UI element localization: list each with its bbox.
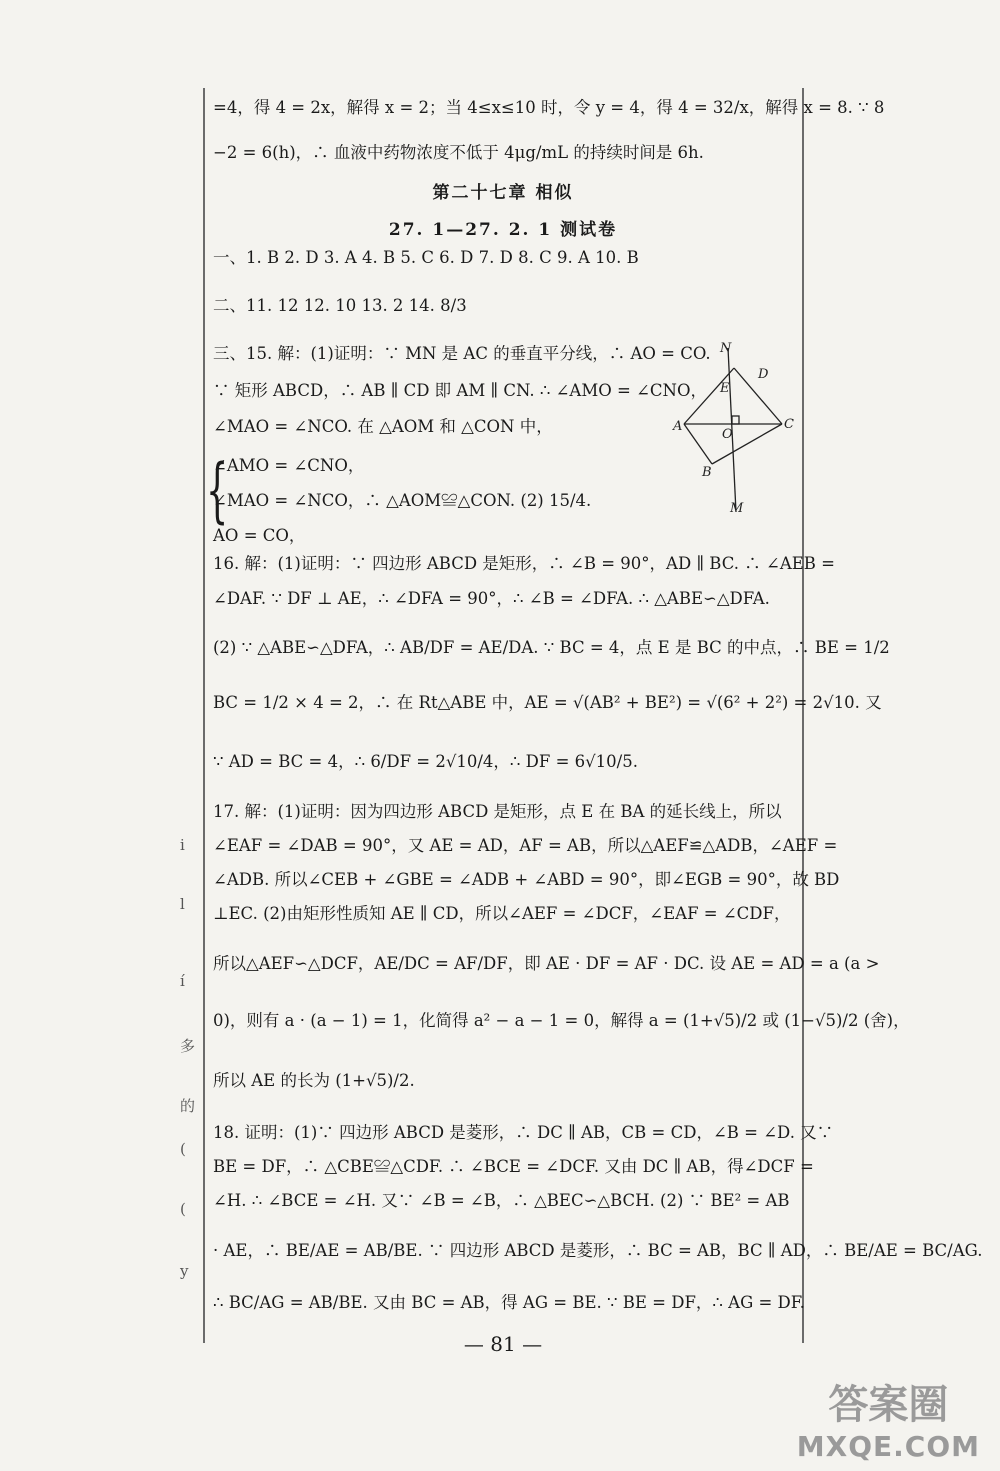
- watermark-url: MXQE.COM: [796, 1430, 980, 1463]
- text-line-11: 16. 解：(1)证明：∵ 四边形 ABCD 是矩形，∴ ∠B = 90°，AD ∥ BC. ∴ ∠AEB =: [213, 554, 835, 573]
- text-line-17: ∠EAF = ∠DAB = 90°，又 AE = AD，AF = AB，所以△AEF≌△ADB，∠AEF =: [213, 836, 838, 855]
- text-line-14: BC = 1/2 × 4 = 2，∴ 在 Rt△ABE 中，AE = √(AB² + BE²) = √(6² + 2²) = 2√10. 又: [213, 693, 882, 712]
- geometry-figure: [672, 340, 797, 520]
- margin-mark-3: í: [180, 972, 185, 990]
- margin-mark-1: i: [180, 836, 185, 854]
- text-line-26: · AE，∴ BE/AE = AB/BE. ∵ 四边形 ABCD 是菱形，∴ BC = AB，BC ∥ AD，∴ BE/AE = BC/AG.: [213, 1241, 983, 1260]
- text-line-9: ∠MAO = ∠NCO，∴ △AOM≌△CON. (2) 15/4.: [213, 491, 592, 510]
- segment-AB: [684, 424, 712, 464]
- text-line-16: 17. 解：(1)证明：因为四边形 ABCD 是矩形，点 E 在 BA 的延长线上，所以: [213, 802, 782, 821]
- right-angle-mark: [732, 416, 739, 424]
- text-line-27: ∴ BC/AG = AB/BE. 又由 BC = AB，得 AG = BE. ∵ BE = DF，∴ AG = DF.: [213, 1293, 805, 1312]
- label-B: B: [702, 465, 712, 480]
- watermark: [797, 1373, 980, 1463]
- text-line-8: ∠AMO = ∠CNO，: [213, 456, 365, 475]
- chapter-title: 第二十七章 相似: [432, 183, 574, 203]
- text-line-25: ∠H. ∴ ∠BCE = ∠H. 又∵ ∠B = ∠B，∴ △BEC∽△BCH. (2) ∵ BE² = AB: [213, 1191, 790, 1210]
- margin-mark-4: 多: [180, 1037, 196, 1055]
- text-line-13: (2) ∵ △ABE∽△DFA，∴ AB/DF = AE/DA. ∵ BC = 4，点 E 是 BC 的中点，∴ BE = 1/2: [213, 638, 890, 657]
- label-N: N: [720, 341, 732, 356]
- text-line-7: ∠MAO = ∠NCO. 在 △AOM 和 △CON 中，: [213, 417, 553, 436]
- label-E: E: [720, 381, 730, 396]
- margin-mark-7: (: [180, 1200, 186, 1218]
- margin-mark-2: l: [180, 895, 185, 913]
- label-C: C: [784, 417, 794, 432]
- text-line-5: 三、15. 解：(1)证明：∵ MN 是 AC 的垂直平分线，∴ AO = CO.: [213, 344, 711, 363]
- text-line-15: ∵ AD = BC = 4，∴ 6/DF = 2√10/4，∴ DF = 6√10/5.: [213, 752, 638, 771]
- text-line-1: =4，得 4 = 2x，解得 x = 2；当 4≤x≤10 时，令 y = 4，得 4 = 32/x，解得 x = 8. ∵ 8: [213, 98, 885, 117]
- text-line-19: ⊥EC. (2)由矩形性质知 AE ∥ CD，所以∠AEF = ∠DCF，∠EAF = ∠CDF，: [213, 904, 791, 923]
- text-line-4: 二、11. 12 12. 10 13. 2 14. 8/3: [213, 296, 467, 315]
- page-number: — 81 —: [463, 1332, 543, 1356]
- section-title: 27. 1—27. 2. 1 测试卷: [388, 220, 618, 240]
- label-M: M: [730, 501, 744, 516]
- right-margin-rule: [802, 88, 804, 1343]
- label-A: A: [673, 419, 683, 434]
- text-line-22: 所以 AE 的长为 (1+√5)/2.: [213, 1071, 415, 1090]
- text-line-20: 所以△AEF∽△DCF，AE/DC = AF/DF，即 AE · DF = AF · DC. 设 AE = AD = a (a >: [213, 954, 880, 973]
- text-line-2: −2 = 6(h)，∴ 血液中药物浓度不低于 4μg/mL 的持续时间是 6h.: [213, 143, 704, 162]
- text-line-10: AO = CO，: [213, 526, 306, 545]
- system-brace: {: [206, 449, 229, 531]
- text-line-6: ∵ 矩形 ABCD，∴ AB ∥ CD 即 AM ∥ CN. ∴ ∠AMO = ∠CNO，: [213, 381, 707, 400]
- margin-mark-6: (: [180, 1140, 186, 1158]
- margin-mark-5: 的: [180, 1097, 196, 1115]
- left-margin-rule: [203, 88, 205, 1343]
- margin-mark-8: y: [180, 1262, 189, 1280]
- text-line-12: ∠DAF. ∵ DF ⊥ AE，∴ ∠DFA = 90°，∴ ∠B = ∠DFA. ∴ △ABE∽△DFA.: [213, 589, 770, 608]
- watermark-logo-text: 答案圈: [828, 1382, 949, 1428]
- text-line-21: 0)，则有 a · (a − 1) = 1，化简得 a² − a − 1 = 0，解得 a = (1+√5)/2 或 (1−√5)/2 (舍)，: [213, 1011, 910, 1030]
- segment-AE-D: [684, 368, 734, 424]
- label-O: O: [722, 427, 733, 442]
- label-D: D: [758, 367, 769, 382]
- text-line-23: 18. 证明：(1)∵ 四边形 ABCD 是菱形，∴ DC ∥ AB，CB = CD，∠B = ∠D. 又∵: [213, 1123, 834, 1142]
- text-line-24: BE = DF，∴ △CBE≌△CDF. ∴ ∠BCE = ∠DCF. 又由 DC ∥ AB，得∠DCF =: [213, 1157, 814, 1176]
- text-line-18: ∠ADB. 所以∠CEB + ∠GBE = ∠ADB + ∠ABD = 90°，即∠EGB = 90°，故 BD: [213, 870, 840, 889]
- text-line-3: 一、1. B 2. D 3. A 4. B 5. C 6. D 7. D 8. C 9. A 10. B: [213, 248, 639, 267]
